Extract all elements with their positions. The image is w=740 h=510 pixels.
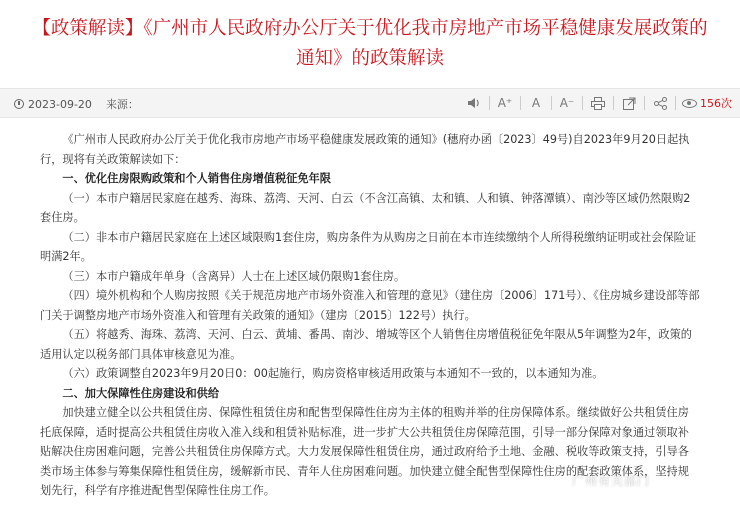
divider xyxy=(644,96,645,110)
eye-icon xyxy=(682,99,697,108)
section-heading: 二、加大保障性住房建设和供给 xyxy=(62,386,220,400)
article-title: 【政策解读】《广州市人民政府办公厅关于优化我市房地产市场平稳健康发展政策的通知》的政策解读 xyxy=(32,18,708,69)
view-count xyxy=(682,95,732,111)
font-normal-button[interactable]: A xyxy=(531,96,541,110)
source-label: 来源： xyxy=(105,98,139,111)
divider xyxy=(613,96,614,110)
body-paragraph: （三）本市户籍成年单身（含离异）人士在上述区域仍限购1套住房。 xyxy=(62,269,406,283)
font-decrease-button[interactable]: A⁻ xyxy=(559,96,575,110)
publish-date: 2023-09-20 xyxy=(28,97,92,111)
share-icon[interactable] xyxy=(649,93,671,113)
body-paragraph: （五）将越秀、海珠、荔湾、天河、白云、黄埔、番禺、南沙、增城等区个人销售住房增值税征免年限从5年调整为2年，政策的适用认定以税务部门具体审核意见为准。 xyxy=(40,328,692,361)
watermark: 广州有关部门 xyxy=(572,474,651,488)
divider xyxy=(582,96,583,110)
body-paragraph: （二）非本市户籍居民家庭在上述区域限购1套住房，购房条件为从购房之日前在本市连续缴纳个人所得税缴纳证明或社会保险证明满2年。 xyxy=(40,230,697,263)
print-icon[interactable] xyxy=(587,93,609,113)
body-paragraph: （六）政策调整自2023年9月20日0：00起施行，购房资格审核适用政策与本通知不一致的，以本通知为准。 xyxy=(62,367,604,380)
view-count-value: 156次 xyxy=(700,97,732,110)
section-heading: 一、优化住房限购政策和个人销售住房增值税征免年限 xyxy=(62,172,331,185)
intro-paragraph: 《广州市人民政府办公厅关于优化我市房地产市场平稳健康发展政策的通知》(穗府办函〔2023〕49号)自2023年9月20日起执行，现将有关政策解读如下： xyxy=(40,133,690,166)
font-increase-button[interactable]: A⁺ xyxy=(497,96,513,110)
speaker-icon[interactable] xyxy=(463,93,485,113)
divider xyxy=(489,96,490,110)
divider xyxy=(675,96,676,110)
body-paragraph: （一）本市户籍居民家庭在越秀、海珠、荔湾、天河、白云（不含江高镇、太和镇、人和镇、钟落潭镇）、南沙等区域仍然限购2套住房。 xyxy=(40,191,691,224)
divider xyxy=(551,96,552,110)
article-meta-bar xyxy=(0,88,740,118)
meta-left xyxy=(14,96,139,112)
body-paragraph: （四）境外机构和个人购房按照《关于规范房地产市场外资准入和管理的意见》（建住房〔2006〕171号）、《住房城乡建设部等部门关于调整房地产市场外资准入和管理有关政策的通知》（建房〔2015〕122号）执行。 xyxy=(40,289,700,322)
divider xyxy=(520,96,521,110)
article-body xyxy=(40,130,700,501)
clock-icon xyxy=(14,99,24,109)
body-paragraph: 加快建立健全以公共租赁住房、保障性租赁住房和配售型保障性住房为主体的租购并举的住房保障体系。继续做好公共租赁住房托底保障，适时提高公共租赁住房收入准入线和租赁补贴标准，进一步扩大公共租赁住房保障范围，引导一部分保障对象通过领取补贴解决住房困难问题，完善公共租赁住房保障方式。大力发展保障性租赁住房，通过政府给予土地、金融、税收等政策支持，引导各类市场主体参与筹集保障性租赁住房，缓解新市民、青年人住房困难问题。加快建立健全配售型保障性住房的配套政策体系，坚持规划先行，科学有序推进配售型保障性住房工作。 xyxy=(40,406,689,497)
article-toolbar xyxy=(463,93,732,113)
bookmark-icon[interactable] xyxy=(618,93,640,113)
